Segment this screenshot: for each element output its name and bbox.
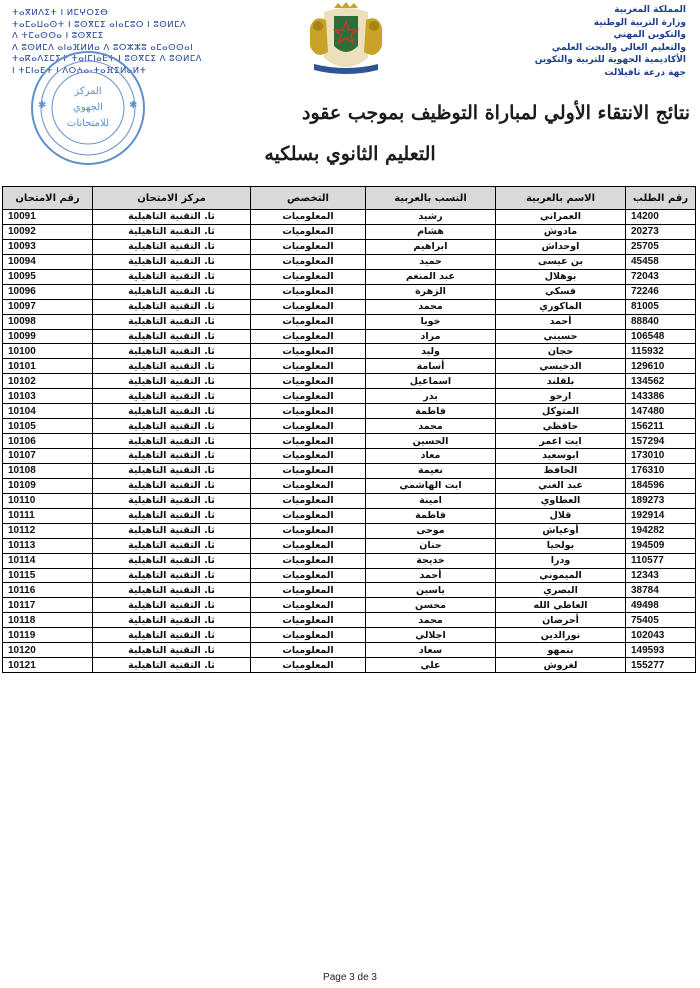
document-title: نتائج الانتقاء الأولي لمباراة التوظيف بموجب عقود (302, 102, 690, 124)
exam-number-cell: 10114 (3, 553, 93, 568)
exam-number-cell: 10091 (3, 210, 93, 225)
first-name-cell: وليد (366, 344, 496, 359)
results-table (2, 186, 696, 673)
last-name-cell: البصري (496, 583, 626, 598)
request-number-cell: 176310 (626, 463, 696, 478)
table-row (3, 389, 696, 404)
exam-number-cell: 10107 (3, 449, 93, 464)
specialty-cell: المعلوميات (251, 374, 366, 389)
request-number-cell: 88840 (626, 314, 696, 329)
exam-number-cell: 10111 (3, 508, 93, 523)
table-row (3, 314, 696, 329)
last-name-cell: بنمهو (496, 643, 626, 658)
specialty-cell: المعلوميات (251, 359, 366, 374)
stamp-text: الجهوي (73, 102, 103, 113)
request-number-cell: 143386 (626, 389, 696, 404)
first-name-cell: نعيمة (366, 463, 496, 478)
exam-center-cell: ثا. التقنية التاهيلية (93, 314, 251, 329)
last-name-cell: قلال (496, 508, 626, 523)
last-name-cell: بوهلال (496, 269, 626, 284)
table-row (3, 568, 696, 583)
specialty-cell: المعلوميات (251, 314, 366, 329)
results-table-header (3, 187, 696, 210)
tifinagh-line: ⵜⴰⴽⴰⴷⵉⵎⵉⵜ ⵜⴰⵏⵎⵏⴰⴹⵜ ⵏ ⵓⵙⴳⵎⵉ ⴷ ⵓⵙⵍⵎⴷ (12, 54, 202, 64)
specialty-cell: المعلوميات (251, 508, 366, 523)
stamp-text: المركز (74, 86, 102, 97)
table-row (3, 374, 696, 389)
last-name-cell: الماكوري (496, 299, 626, 314)
first-name-cell: حنان (366, 538, 496, 553)
tifinagh-line: ⵜⴰⵎⴰⵡⴰⵙⵜ ⵏ ⵓⵙⴳⵎⵉ ⴰⵏⴰⵎⵓⵔ ⵏ ⵓⵙⵍⵎⴷ (12, 19, 187, 30)
request-number-cell: 184596 (626, 478, 696, 493)
last-name-cell: العطاوي (496, 493, 626, 508)
last-name-cell: عبد الغني (496, 478, 626, 493)
specialty-cell: المعلوميات (251, 419, 366, 434)
exam-center-cell: ثا. التقنية التاهيلية (93, 269, 251, 284)
table-row (3, 628, 696, 643)
last-name-cell: ارحو (496, 389, 626, 404)
column-header: مركز الامتحان (93, 187, 251, 210)
exam-center-cell: ثا. التقنية التاهيلية (93, 374, 251, 389)
exam-center-cell: ثا. التقنية التاهيلية (93, 449, 251, 464)
request-number-cell: 38784 (626, 583, 696, 598)
last-name-cell: الدخيسي (496, 359, 626, 374)
request-number-cell: 106548 (626, 329, 696, 344)
exam-center-cell: ثا. التقنية التاهيلية (93, 493, 251, 508)
specialty-cell: المعلوميات (251, 568, 366, 583)
exam-number-cell: 10102 (3, 374, 93, 389)
exam-number-cell: 10109 (3, 478, 93, 493)
specialty-cell: المعلوميات (251, 658, 366, 673)
first-name-cell: محمد (366, 419, 496, 434)
first-name-cell: ياسين (366, 583, 496, 598)
request-number-cell: 20273 (626, 224, 696, 239)
exam-center-cell: ثا. التقنية التاهيلية (93, 643, 251, 658)
exam-center-cell: ثا. التقنية التاهيلية (93, 329, 251, 344)
page-number: Page 3 de 3 (323, 972, 377, 983)
table-row (3, 523, 696, 538)
specialty-cell: المعلوميات (251, 299, 366, 314)
exam-number-cell: 10105 (3, 419, 93, 434)
exam-number-cell: 10099 (3, 329, 93, 344)
last-name-cell: مادوش (496, 224, 626, 239)
exam-number-cell: 10101 (3, 359, 93, 374)
first-name-cell: موحى (366, 523, 496, 538)
table-row (3, 493, 696, 508)
table-row (3, 224, 696, 239)
first-name-cell: أحمد (366, 568, 496, 583)
table-row (3, 254, 696, 269)
column-header: رقم الامتحان (3, 187, 93, 210)
table-row (3, 643, 696, 658)
request-number-cell: 173010 (626, 449, 696, 464)
first-name-cell: عبد المنعم (366, 269, 496, 284)
column-header: النسب بالعربية (366, 187, 496, 210)
request-number-cell: 75405 (626, 613, 696, 628)
table-row (3, 449, 696, 464)
last-name-cell: الحافظ (496, 463, 626, 478)
tifinagh-line: ⴷ ⵜⵎⴰⵙⵙⴰ ⵏ ⵓⵙⴳⵎⵉ (12, 31, 104, 41)
column-header: رقم الطلب (626, 187, 696, 210)
exam-number-cell: 10093 (3, 239, 93, 254)
exam-number-cell: 10097 (3, 299, 93, 314)
exam-number-cell: 10094 (3, 254, 93, 269)
last-name-cell: حجان (496, 344, 626, 359)
exam-center-cell: ثا. التقنية التاهيلية (93, 210, 251, 225)
exam-number-cell: 10098 (3, 314, 93, 329)
exam-center-cell: ثا. التقنية التاهيلية (93, 359, 251, 374)
exam-center-cell: ثا. التقنية التاهيلية (93, 254, 251, 269)
exam-number-cell: 10092 (3, 224, 93, 239)
arabic-header-line: والتكوين المهني (613, 30, 686, 40)
last-name-cell: اوحداش (496, 239, 626, 254)
table-row (3, 434, 696, 449)
last-name-cell: العمراني (496, 210, 626, 225)
exam-center-cell: ثا. التقنية التاهيلية (93, 658, 251, 673)
request-number-cell: 194509 (626, 538, 696, 553)
request-number-cell: 115932 (626, 344, 696, 359)
request-number-cell: 14200 (626, 210, 696, 225)
first-name-cell: الزهرة (366, 284, 496, 299)
first-name-cell: محمد (366, 299, 496, 314)
exam-number-cell: 10103 (3, 389, 93, 404)
last-name-cell: نورالدين (496, 628, 626, 643)
request-number-cell: 192914 (626, 508, 696, 523)
tifinagh-line: ⴷ ⵓⵙⵍⵎⴷ ⴰⵏⴰⴼⵍⵍⴰ ⴷ ⵓⵔⵣⵣⵓ ⴰⵎⴰⵙⵙⴰⵏ (12, 42, 194, 53)
last-name-cell: العاطي الله (496, 598, 626, 613)
first-name-cell: علي (366, 658, 496, 673)
table-row (3, 613, 696, 628)
first-name-cell: حميد (366, 254, 496, 269)
first-name-cell: أسامة (366, 359, 496, 374)
exam-center-cell: ثا. التقنية التاهيلية (93, 463, 251, 478)
request-number-cell: 155277 (626, 658, 696, 673)
exam-number-cell: 10118 (3, 613, 93, 628)
column-header: التخصص (251, 187, 366, 210)
exam-center-cell: ثا. التقنية التاهيلية (93, 583, 251, 598)
specialty-cell: المعلوميات (251, 449, 366, 464)
specialty-cell: المعلوميات (251, 210, 366, 225)
last-name-cell: ابوسعيد (496, 449, 626, 464)
specialty-cell: المعلوميات (251, 523, 366, 538)
svg-text:✱: ✱ (38, 100, 47, 111)
table-row (3, 538, 696, 553)
request-number-cell: 102043 (626, 628, 696, 643)
request-number-cell: 25705 (626, 239, 696, 254)
exam-center-cell: ثا. التقنية التاهيلية (93, 284, 251, 299)
exam-number-cell: 10121 (3, 658, 93, 673)
request-number-cell: 81005 (626, 299, 696, 314)
first-name-cell: اجلالي (366, 628, 496, 643)
table-row (3, 598, 696, 613)
request-number-cell: 194282 (626, 523, 696, 538)
specialty-cell: المعلوميات (251, 463, 366, 478)
table-row (3, 210, 696, 225)
first-name-cell: محمد (366, 613, 496, 628)
first-name-cell: رشيد (366, 210, 496, 225)
specialty-cell: المعلوميات (251, 239, 366, 254)
specialty-cell: المعلوميات (251, 329, 366, 344)
request-number-cell: 157294 (626, 434, 696, 449)
exam-number-cell: 10119 (3, 628, 93, 643)
first-name-cell: فاطمة (366, 404, 496, 419)
arabic-ministry-header (426, 4, 686, 79)
last-name-cell: بلقلند (496, 374, 626, 389)
document-header (0, 0, 700, 180)
specialty-cell: المعلوميات (251, 553, 366, 568)
table-row (3, 239, 696, 254)
last-name-cell: المتوكل (496, 404, 626, 419)
exam-center-cell: ثا. التقنية التاهيلية (93, 568, 251, 583)
arabic-header-line: الأكاديمية الجهوية للتربية والتكوين (534, 55, 686, 65)
specialty-cell: المعلوميات (251, 613, 366, 628)
exam-number-cell: 10100 (3, 344, 93, 359)
table-row (3, 419, 696, 434)
table-row (3, 478, 696, 493)
last-name-cell: أحمد (496, 314, 626, 329)
tifinagh-line: ⵜⴰⴳⵍⴷⵉⵜ ⵏ ⵍⵎⵖⵔⵉⴱ (12, 8, 109, 18)
exam-center-cell: ثا. التقنية التاهيلية (93, 523, 251, 538)
exam-number-cell: 10110 (3, 493, 93, 508)
first-name-cell: فاطمة (366, 508, 496, 523)
last-name-cell: لغروش (496, 658, 626, 673)
specialty-cell: المعلوميات (251, 404, 366, 419)
last-name-cell: أوعياش (496, 523, 626, 538)
exam-center-cell: ثا. التقنية التاهيلية (93, 419, 251, 434)
request-number-cell: 129610 (626, 359, 696, 374)
tifinagh-line: ⵏ ⵜⵎⵏⴰⴹⵜ ⵏ ⴷⵔⵄⴰ-ⵜⴰⴼⵉⵍⴰⵍⵜ (12, 65, 147, 76)
table-row (3, 359, 696, 374)
table-row (3, 463, 696, 478)
specialty-cell: المعلوميات (251, 643, 366, 658)
exam-center-cell: ثا. التقنية التاهيلية (93, 434, 251, 449)
request-number-cell: 49498 (626, 598, 696, 613)
request-number-cell: 134562 (626, 374, 696, 389)
arabic-header-line: والتعليم العالي والبحث العلمي (551, 42, 686, 53)
first-name-cell: بدر (366, 389, 496, 404)
last-name-cell: أحرضان (496, 613, 626, 628)
first-name-cell: ابراهيم (366, 239, 496, 254)
moroccan-coat-of-arms-icon (304, 2, 388, 76)
last-name-cell: فسكي (496, 284, 626, 299)
specialty-cell: المعلوميات (251, 224, 366, 239)
request-number-cell: 156211 (626, 419, 696, 434)
results-table-body (3, 210, 696, 673)
exam-number-cell: 10106 (3, 434, 93, 449)
table-row (3, 508, 696, 523)
request-number-cell: 149593 (626, 643, 696, 658)
table-row (3, 284, 696, 299)
first-name-cell: هشام (366, 224, 496, 239)
arabic-header-line: المملكة المغربية (614, 5, 686, 15)
last-name-cell: بن عيسى (496, 254, 626, 269)
first-name-cell: ايت الهاشمي (366, 478, 496, 493)
specialty-cell: المعلوميات (251, 269, 366, 284)
first-name-cell: خديجة (366, 553, 496, 568)
exam-center-cell: ثا. التقنية التاهيلية (93, 404, 251, 419)
table-row (3, 658, 696, 673)
arabic-header-line: جهة درعة تافيلالت (604, 67, 686, 78)
exam-center-cell: ثا. التقنية التاهيلية (93, 389, 251, 404)
document-subtitle: التعليم الثانوي بسلكيه (264, 143, 436, 165)
exam-center-cell: ثا. التقنية التاهيلية (93, 224, 251, 239)
request-number-cell: 72246 (626, 284, 696, 299)
exam-number-cell: 10112 (3, 523, 93, 538)
exam-center-cell: ثا. التقنية التاهيلية (93, 478, 251, 493)
specialty-cell: المعلوميات (251, 478, 366, 493)
exam-center-cell: ثا. التقنية التاهيلية (93, 553, 251, 568)
column-header: الاسم بالعربية (496, 187, 626, 210)
request-number-cell: 189273 (626, 493, 696, 508)
exam-center-cell: ثا. التقنية التاهيلية (93, 538, 251, 553)
first-name-cell: الحسين (366, 434, 496, 449)
last-name-cell: الميموني (496, 568, 626, 583)
specialty-cell: المعلوميات (251, 344, 366, 359)
first-name-cell: معاد (366, 449, 496, 464)
first-name-cell: خوبا (366, 314, 496, 329)
last-name-cell: ايت اعمر (496, 434, 626, 449)
first-name-cell: امينة (366, 493, 496, 508)
exam-number-cell: 10095 (3, 269, 93, 284)
exam-number-cell: 10116 (3, 583, 93, 598)
request-number-cell: 147480 (626, 404, 696, 419)
table-row (3, 404, 696, 419)
exam-number-cell: 10117 (3, 598, 93, 613)
specialty-cell: المعلوميات (251, 434, 366, 449)
request-number-cell: 110577 (626, 553, 696, 568)
exam-number-cell: 10108 (3, 463, 93, 478)
exam-number-cell: 10104 (3, 404, 93, 419)
specialty-cell: المعلوميات (251, 538, 366, 553)
exam-center-cell: ثا. التقنية التاهيلية (93, 598, 251, 613)
specialty-cell: المعلوميات (251, 254, 366, 269)
first-name-cell: مراد (366, 329, 496, 344)
table-row (3, 329, 696, 344)
last-name-cell: حافظي (496, 419, 626, 434)
specialty-cell: المعلوميات (251, 583, 366, 598)
exam-center-cell: ثا. التقنية التاهيلية (93, 239, 251, 254)
request-number-cell: 45458 (626, 254, 696, 269)
exam-number-cell: 10115 (3, 568, 93, 583)
exam-center-cell: ثا. التقنية التاهيلية (93, 344, 251, 359)
specialty-cell: المعلوميات (251, 284, 366, 299)
stamp-text: للامتحانات (66, 118, 110, 129)
exam-number-cell: 10120 (3, 643, 93, 658)
exam-center-cell: ثا. التقنية التاهيلية (93, 299, 251, 314)
svg-text:✱: ✱ (129, 100, 138, 111)
last-name-cell: حسيني (496, 329, 626, 344)
table-row (3, 553, 696, 568)
exam-number-cell: 10096 (3, 284, 93, 299)
exam-center-cell: ثا. التقنية التاهيلية (93, 628, 251, 643)
table-row (3, 269, 696, 284)
exam-number-cell: 10113 (3, 538, 93, 553)
regional-exam-center-stamp-icon (28, 48, 148, 168)
first-name-cell: محسن (366, 598, 496, 613)
exam-center-cell: ثا. التقنية التاهيلية (93, 613, 251, 628)
specialty-cell: المعلوميات (251, 628, 366, 643)
last-name-cell: بولحيا (496, 538, 626, 553)
table-row (3, 299, 696, 314)
arabic-header-line: وزارة التربية الوطنية (593, 17, 686, 28)
request-number-cell: 72043 (626, 269, 696, 284)
first-name-cell: سعاد (366, 643, 496, 658)
specialty-cell: المعلوميات (251, 493, 366, 508)
request-number-cell: 12343 (626, 568, 696, 583)
table-row (3, 344, 696, 359)
specialty-cell: المعلوميات (251, 598, 366, 613)
exam-center-cell: ثا. التقنية التاهيلية (93, 508, 251, 523)
table-row (3, 583, 696, 598)
specialty-cell: المعلوميات (251, 389, 366, 404)
last-name-cell: ودرا (496, 553, 626, 568)
first-name-cell: اسماعيل (366, 374, 496, 389)
